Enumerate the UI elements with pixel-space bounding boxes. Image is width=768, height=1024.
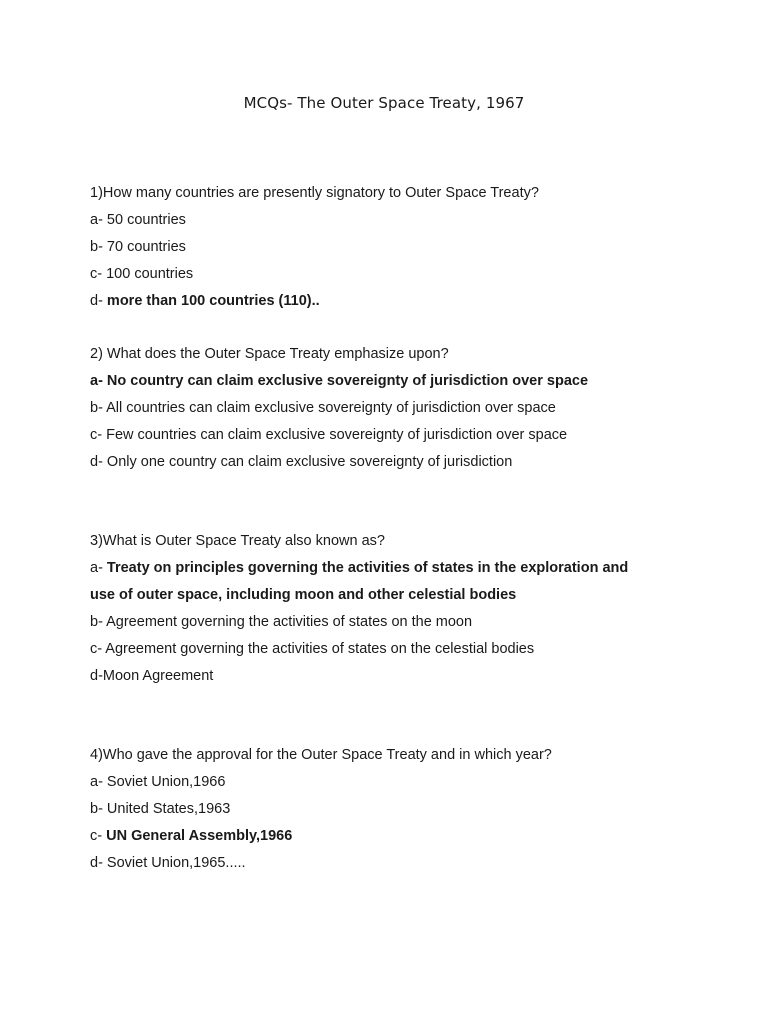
option-a: [90, 774, 690, 801]
option-text-answer: more than 100 countries (110)..: [106, 293, 320, 309]
option-prefix: b-: [90, 239, 107, 255]
option-prefix: a-: [90, 212, 107, 228]
option-a-continuation: use of outer space, including moon and other celestial bodies: [90, 587, 517, 603]
question-text: 2) What does the Outer Space Treaty emphasize upon?: [90, 346, 449, 362]
option-text: 100 countries: [106, 266, 194, 282]
option-text: 70 countries: [106, 239, 186, 255]
option-b: [90, 239, 690, 266]
option-text-answer: UN General Assembly,1966: [106, 828, 293, 844]
option-prefix: d-: [90, 855, 107, 871]
question-text: 1)How many countries are presently signatory to Outer Space Treaty?: [90, 185, 539, 201]
option-text: Soviet Union,1965.....: [106, 855, 246, 871]
option-text: 50 countries: [106, 212, 186, 228]
question-block-3: [90, 533, 690, 695]
option-a-correct: [90, 560, 690, 587]
option-text-answer: Treaty on principles governing the activities of states in the exploration and: [106, 560, 629, 576]
option-c: [90, 266, 690, 293]
option-prefix: b-: [90, 801, 107, 817]
option-d: d-Moon Agreement: [90, 668, 214, 684]
option-b: b- All countries can claim exclusive sovereignty of jurisdiction over space: [90, 400, 556, 416]
option-prefix: c-: [90, 828, 107, 844]
option-d: [90, 855, 690, 882]
page-title: MCQs- The Outer Space Treaty, 1967: [243, 94, 525, 112]
option-b: [90, 801, 690, 828]
option-a: [90, 212, 690, 239]
option-d-correct: [90, 293, 690, 320]
option-d: d- Only one country can claim exclusive sovereignty of jurisdiction: [90, 454, 513, 470]
option-c-correct: [90, 828, 690, 855]
option-c: c- Few countries can claim exclusive sovereignty of jurisdiction over space: [90, 427, 568, 443]
option-c: c- Agreement governing the activities of states on the celestial bodies: [90, 641, 535, 657]
option-text: United States,1963: [106, 801, 231, 817]
option-prefix: c-: [90, 266, 107, 282]
question-text: 4)Who gave the approval for the Outer Space Treaty and in which year?: [90, 747, 552, 763]
option-a-correct: a- No country can claim exclusive sovereignty of jurisdiction over space: [90, 373, 589, 389]
question-block-1: [90, 185, 690, 320]
question-block-2: [90, 346, 690, 481]
option-prefix: a-: [90, 774, 107, 790]
option-b: b- Agreement governing the activities of states on the moon: [90, 614, 473, 630]
option-prefix: d-: [90, 293, 107, 309]
question-text: 3)What is Outer Space Treaty also known as?: [90, 533, 385, 549]
question-block-4: [90, 747, 690, 882]
option-text: Soviet Union,1966: [106, 774, 226, 790]
option-prefix: a-: [90, 560, 107, 576]
